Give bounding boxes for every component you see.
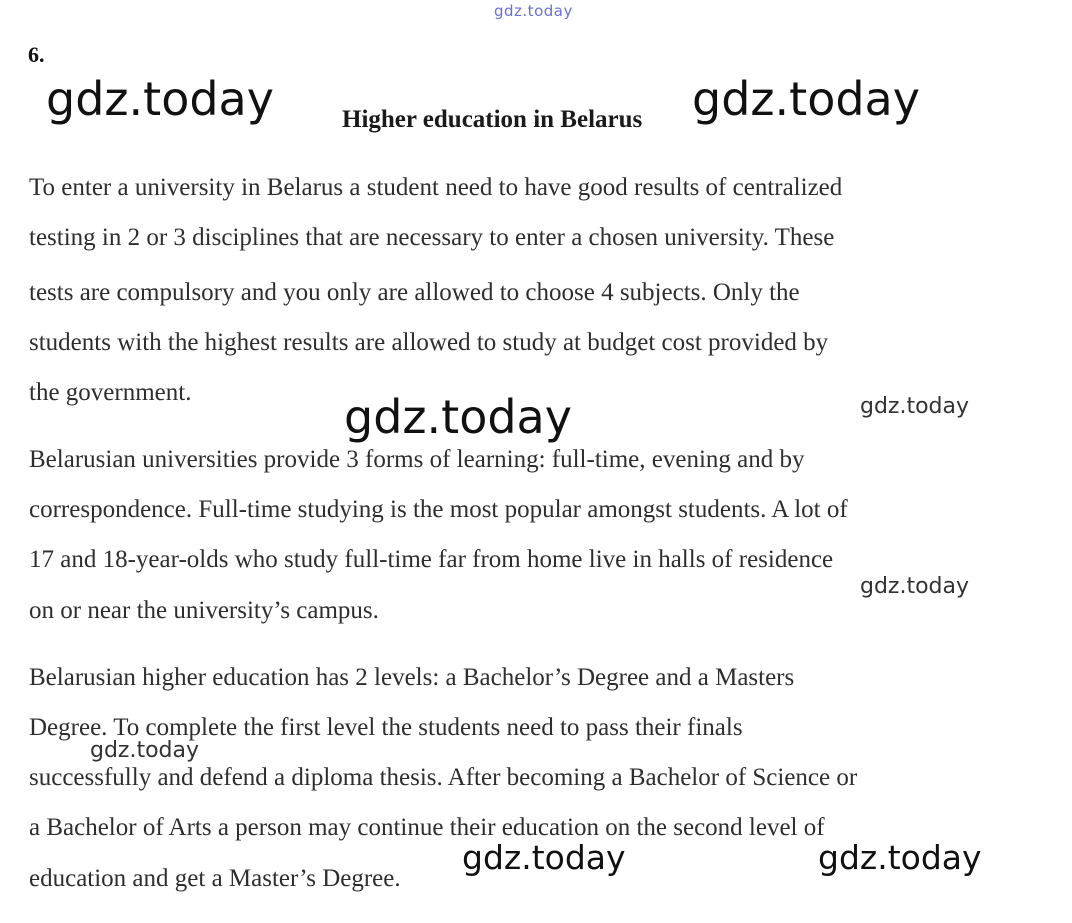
watermark-bottom-right: gdz.today: [818, 838, 982, 877]
text-line: successfully and defend a diploma thesis. After becoming a Bachelor of Science or: [29, 764, 858, 791]
watermark-center-large: gdz.today: [344, 390, 572, 444]
text-line: Degree. To complete the first level the students need to pass their finals: [29, 714, 743, 741]
watermark-left-large: gdz.today: [46, 72, 274, 126]
text-line: tests are compulsory and you only are allowed to choose 4 subjects. Only the: [29, 279, 800, 306]
text-line: students with the highest results are allowed to study at budget cost provided by: [29, 329, 829, 356]
text-line: 17 and 18-year-olds who study full-time far from home live in halls of residence: [29, 546, 834, 573]
watermark-left-small: gdz.today: [90, 738, 200, 763]
text-line: on or near the university’s campus.: [29, 597, 379, 624]
text-line: education and get a Master’s Degree.: [29, 865, 401, 892]
text-line: Belarusian universities provide 3 forms of learning: full-time, evening and by: [29, 446, 805, 473]
text-line: To enter a university in Belarus a student need to have good results of centralized: [29, 174, 843, 201]
watermark-top: gdz.today: [494, 2, 573, 20]
watermark-bottom-center: gdz.today: [462, 838, 626, 877]
text-line: the government.: [29, 379, 192, 406]
text-line: Belarusian higher education has 2 levels: a Bachelor’s Degree and a Masters: [29, 664, 795, 691]
watermark-right-small: gdz.today: [860, 574, 970, 599]
text-line: correspondence. Full-time studying is the most popular amongst students. A lot of: [29, 496, 848, 523]
text-line: a Bachelor of Arts a person may continue their education on the second level of: [29, 814, 825, 841]
exercise-number: 6.: [28, 42, 45, 67]
watermark-right-small: gdz.today: [860, 394, 970, 419]
text-line: testing in 2 or 3 disciplines that are necessary to enter a chosen university. These: [29, 224, 835, 251]
watermark-right-large: gdz.today: [692, 72, 920, 126]
document-title: Higher education in Belarus: [342, 106, 643, 133]
